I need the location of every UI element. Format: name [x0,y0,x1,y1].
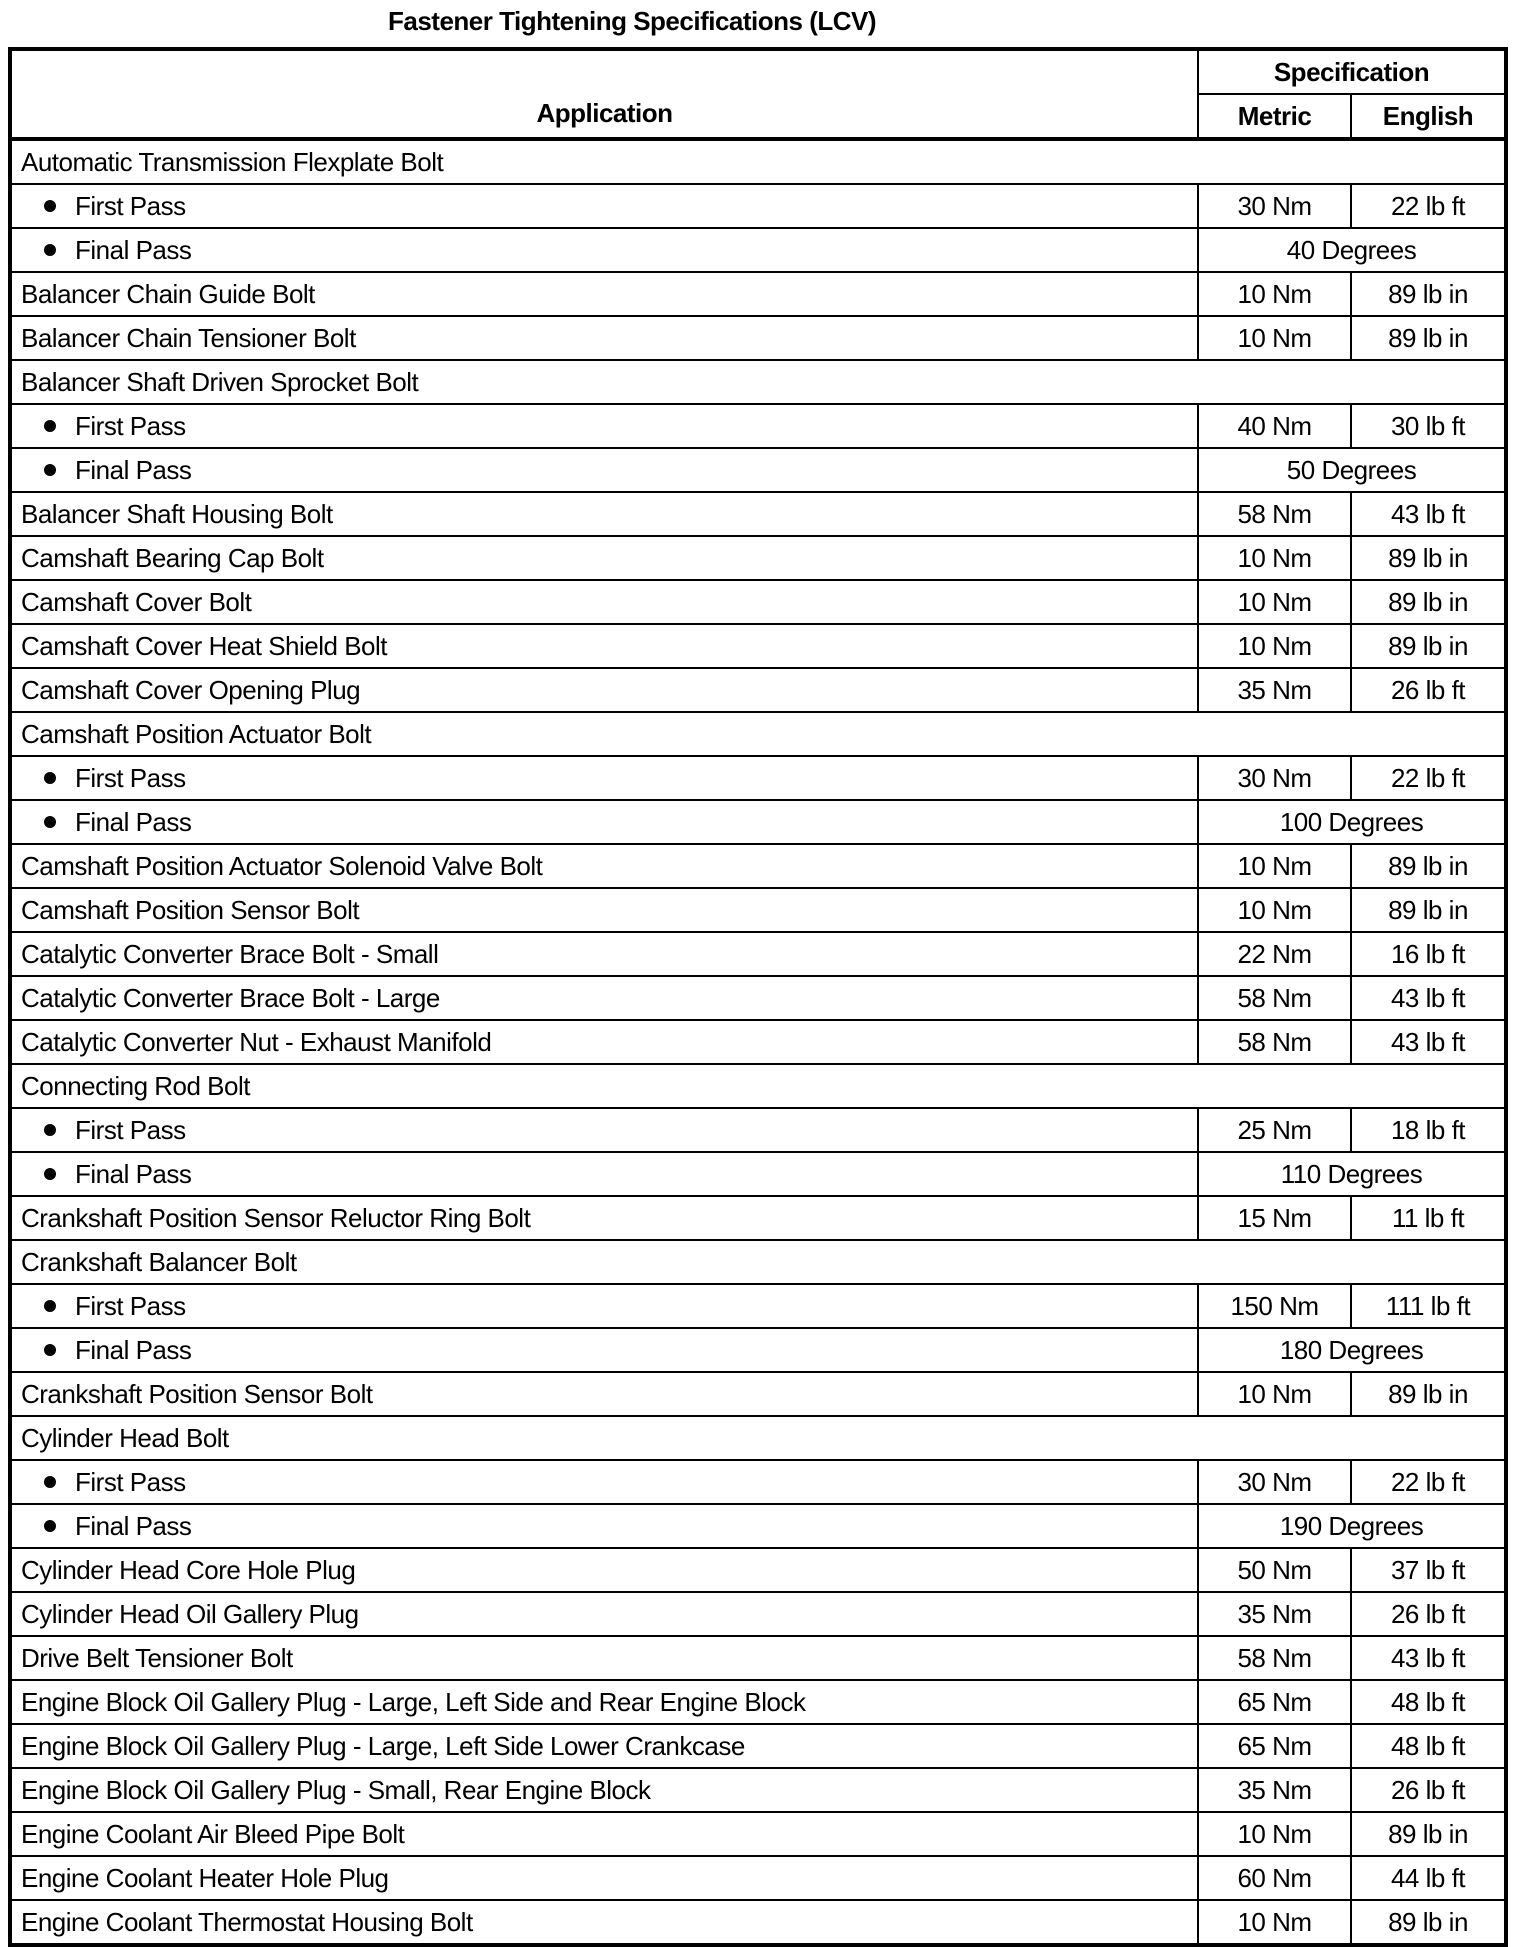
english-value-cell: 44 lb ft [1351,1856,1506,1900]
english-value-cell: 89 lb in [1351,844,1506,888]
metric-value-cell: 30 Nm [1198,1460,1351,1504]
bullet-icon [44,464,56,476]
application-cell: Balancer Shaft Driven Sprocket Bolt [10,360,1506,404]
metric-value-cell: 15 Nm [1198,1196,1351,1240]
english-value-cell: 48 lb ft [1351,1724,1506,1768]
application-label: Final Pass [75,234,192,265]
application-cell: Crankshaft Position Sensor Reluctor Ring Bolt [10,1196,1198,1240]
english-value-cell: 89 lb in [1351,316,1506,360]
application-label: Final Pass [75,1158,192,1189]
bullet-icon [44,200,56,212]
table-row [10,580,1506,624]
table-row [10,1592,1506,1636]
table-row [10,1064,1506,1108]
application-cell [10,228,1198,272]
english-value-cell: 26 lb ft [1351,1592,1506,1636]
table-row [10,976,1506,1020]
metric-value-cell: 58 Nm [1198,1636,1351,1680]
spec-value-cell: 50 Degrees [1198,448,1506,492]
application-label: First Pass [75,190,186,221]
table-row [10,1372,1506,1416]
application-cell: Catalytic Converter Brace Bolt - Small [10,932,1198,976]
table-row [10,1328,1506,1372]
english-value-cell: 43 lb ft [1351,1020,1506,1064]
spec-value-cell: 190 Degrees [1198,1504,1506,1548]
application-cell: Camshaft Position Sensor Bolt [10,888,1198,932]
fastener-spec-table [8,47,1508,1947]
table-row [10,1636,1506,1680]
application-cell: Engine Coolant Air Bleed Pipe Bolt [10,1812,1198,1856]
english-value-cell: 48 lb ft [1351,1680,1506,1724]
table-row [10,1768,1506,1812]
table-row [10,668,1506,712]
english-value-cell: 89 lb in [1351,272,1506,316]
english-value-cell: 30 lb ft [1351,404,1506,448]
application-cell: Balancer Shaft Housing Bolt [10,492,1198,536]
table-row [10,1900,1506,1945]
table-row [10,1856,1506,1900]
metric-value-cell: 35 Nm [1198,1592,1351,1636]
table-row [10,1196,1506,1240]
application-cell [10,1328,1198,1372]
application-cell: Engine Coolant Thermostat Housing Bolt [10,1900,1198,1945]
application-cell: Camshaft Position Actuator Bolt [10,712,1506,756]
application-cell [10,800,1198,844]
english-value-cell: 43 lb ft [1351,976,1506,1020]
english-value-cell: 89 lb in [1351,536,1506,580]
application-cell: Automatic Transmission Flexplate Bolt [10,139,1506,184]
application-cell: Connecting Rod Bolt [10,1064,1506,1108]
metric-value-cell: 30 Nm [1198,184,1351,228]
metric-value-cell: 60 Nm [1198,1856,1351,1900]
application-cell: Engine Block Oil Gallery Plug - Large, Left Side Lower Crankcase [10,1724,1198,1768]
application-cell: Cylinder Head Bolt [10,1416,1506,1460]
application-cell: Crankshaft Position Sensor Bolt [10,1372,1198,1416]
application-cell [10,448,1198,492]
metric-value-cell: 58 Nm [1198,976,1351,1020]
metric-value-cell: 10 Nm [1198,1900,1351,1945]
table-row [10,228,1506,272]
table-header [10,49,1506,139]
metric-value-cell: 65 Nm [1198,1724,1351,1768]
metric-value-cell: 10 Nm [1198,1372,1351,1416]
bullet-icon [44,1344,56,1356]
table-row [10,800,1506,844]
application-cell: Camshaft Bearing Cap Bolt [10,536,1198,580]
bullet-icon [44,244,56,256]
table-row [10,448,1506,492]
application-cell: Cylinder Head Oil Gallery Plug [10,1592,1198,1636]
table-row [10,536,1506,580]
bullet-icon [44,420,56,432]
metric-value-cell: 40 Nm [1198,404,1351,448]
application-cell: Engine Block Oil Gallery Plug - Small, Rear Engine Block [10,1768,1198,1812]
metric-value-cell: 65 Nm [1198,1680,1351,1724]
table-row [10,404,1506,448]
english-value-cell: 26 lb ft [1351,1768,1506,1812]
application-cell: Camshaft Cover Bolt [10,580,1198,624]
english-value-cell: 22 lb ft [1351,756,1506,800]
english-value-cell: 89 lb in [1351,1372,1506,1416]
english-value-cell: 22 lb ft [1351,184,1506,228]
bullet-icon [44,1300,56,1312]
bullet-icon [44,1124,56,1136]
bullet-icon [44,1476,56,1488]
table-row [10,139,1506,184]
table-row [10,1548,1506,1592]
metric-value-cell: 58 Nm [1198,1020,1351,1064]
application-cell [10,404,1198,448]
english-value-cell: 22 lb ft [1351,1460,1506,1504]
application-cell: Catalytic Converter Nut - Exhaust Manifold [10,1020,1198,1064]
bullet-icon [44,816,56,828]
english-value-cell: 89 lb in [1351,1812,1506,1856]
application-label: Final Pass [75,1510,192,1541]
application-cell [10,756,1198,800]
application-cell [10,1152,1198,1196]
table-row [10,1504,1506,1548]
table-row [10,1152,1506,1196]
english-value-cell: 37 lb ft [1351,1548,1506,1592]
bullet-icon [44,1168,56,1180]
metric-value-cell: 25 Nm [1198,1108,1351,1152]
metric-value-cell: 10 Nm [1198,580,1351,624]
table-row [10,932,1506,976]
application-cell: Camshaft Cover Opening Plug [10,668,1198,712]
application-cell [10,1284,1198,1328]
metric-value-cell: 10 Nm [1198,316,1351,360]
table-row [10,492,1506,536]
specification-column-header: Specification [1198,49,1506,94]
application-column-header: Application [10,49,1198,139]
application-label: Final Pass [75,806,192,837]
table-row [10,888,1506,932]
application-cell [10,1504,1198,1548]
application-cell: Crankshaft Balancer Bolt [10,1240,1506,1284]
english-value-cell: 89 lb in [1351,1900,1506,1945]
table-row [10,360,1506,404]
english-value-cell: 11 lb ft [1351,1196,1506,1240]
application-label: First Pass [75,1466,186,1497]
application-cell: Drive Belt Tensioner Bolt [10,1636,1198,1680]
table-row [10,1724,1506,1768]
page-title: Fastener Tightening Specifications (LCV) [387,6,877,36]
metric-value-cell: 10 Nm [1198,624,1351,668]
metric-value-cell: 50 Nm [1198,1548,1351,1592]
metric-value-cell: 10 Nm [1198,536,1351,580]
bullet-icon [44,1520,56,1532]
metric-value-cell: 35 Nm [1198,668,1351,712]
metric-value-cell: 58 Nm [1198,492,1351,536]
table-row [10,1240,1506,1284]
spec-value-cell: 40 Degrees [1198,228,1506,272]
english-value-cell: 43 lb ft [1351,492,1506,536]
metric-value-cell: 30 Nm [1198,756,1351,800]
english-column-header: English [1351,94,1506,139]
table-row [10,1108,1506,1152]
application-cell [10,184,1198,228]
application-label: Final Pass [75,1334,192,1365]
application-cell: Cylinder Head Core Hole Plug [10,1548,1198,1592]
table-row [10,624,1506,668]
metric-value-cell: 10 Nm [1198,1812,1351,1856]
application-label: First Pass [75,410,186,441]
english-value-cell: 43 lb ft [1351,1636,1506,1680]
bullet-icon [44,772,56,784]
application-cell: Engine Coolant Heater Hole Plug [10,1856,1198,1900]
english-value-cell: 89 lb in [1351,580,1506,624]
english-value-cell: 26 lb ft [1351,668,1506,712]
table-row [10,712,1506,756]
application-cell: Balancer Chain Guide Bolt [10,272,1198,316]
application-label: First Pass [75,762,186,793]
application-cell: Camshaft Position Actuator Solenoid Valve Bolt [10,844,1198,888]
table-body [10,139,1506,1945]
metric-value-cell: 150 Nm [1198,1284,1351,1328]
table-row [10,1284,1506,1328]
application-cell [10,1108,1198,1152]
table-row [10,1416,1506,1460]
metric-value-cell: 35 Nm [1198,1768,1351,1812]
table-row [10,1020,1506,1064]
table-row [10,272,1506,316]
english-value-cell: 89 lb in [1351,624,1506,668]
table-row [10,1812,1506,1856]
table-row [10,184,1506,228]
table-row [10,756,1506,800]
application-cell: Camshaft Cover Heat Shield Bolt [10,624,1198,668]
metric-value-cell: 10 Nm [1198,844,1351,888]
application-cell: Catalytic Converter Brace Bolt - Large [10,976,1198,1020]
table-row [10,1680,1506,1724]
metric-value-cell: 10 Nm [1198,272,1351,316]
spec-value-cell: 100 Degrees [1198,800,1506,844]
table-row [10,1460,1506,1504]
metric-value-cell: 22 Nm [1198,932,1351,976]
table-row [10,316,1506,360]
application-label: First Pass [75,1290,186,1321]
application-cell [10,1460,1198,1504]
metric-value-cell: 10 Nm [1198,888,1351,932]
english-value-cell: 89 lb in [1351,888,1506,932]
spec-value-cell: 110 Degrees [1198,1152,1506,1196]
metric-column-header: Metric [1198,94,1351,139]
header-row-1 [10,49,1506,94]
application-label: First Pass [75,1114,186,1145]
application-cell: Balancer Chain Tensioner Bolt [10,316,1198,360]
table-row [10,844,1506,888]
english-value-cell: 16 lb ft [1351,932,1506,976]
spec-value-cell: 180 Degrees [1198,1328,1506,1372]
english-value-cell: 111 lb ft [1351,1284,1506,1328]
english-value-cell: 18 lb ft [1351,1108,1506,1152]
application-cell: Engine Block Oil Gallery Plug - Large, Left Side and Rear Engine Block [10,1680,1198,1724]
application-label: Final Pass [75,454,192,485]
